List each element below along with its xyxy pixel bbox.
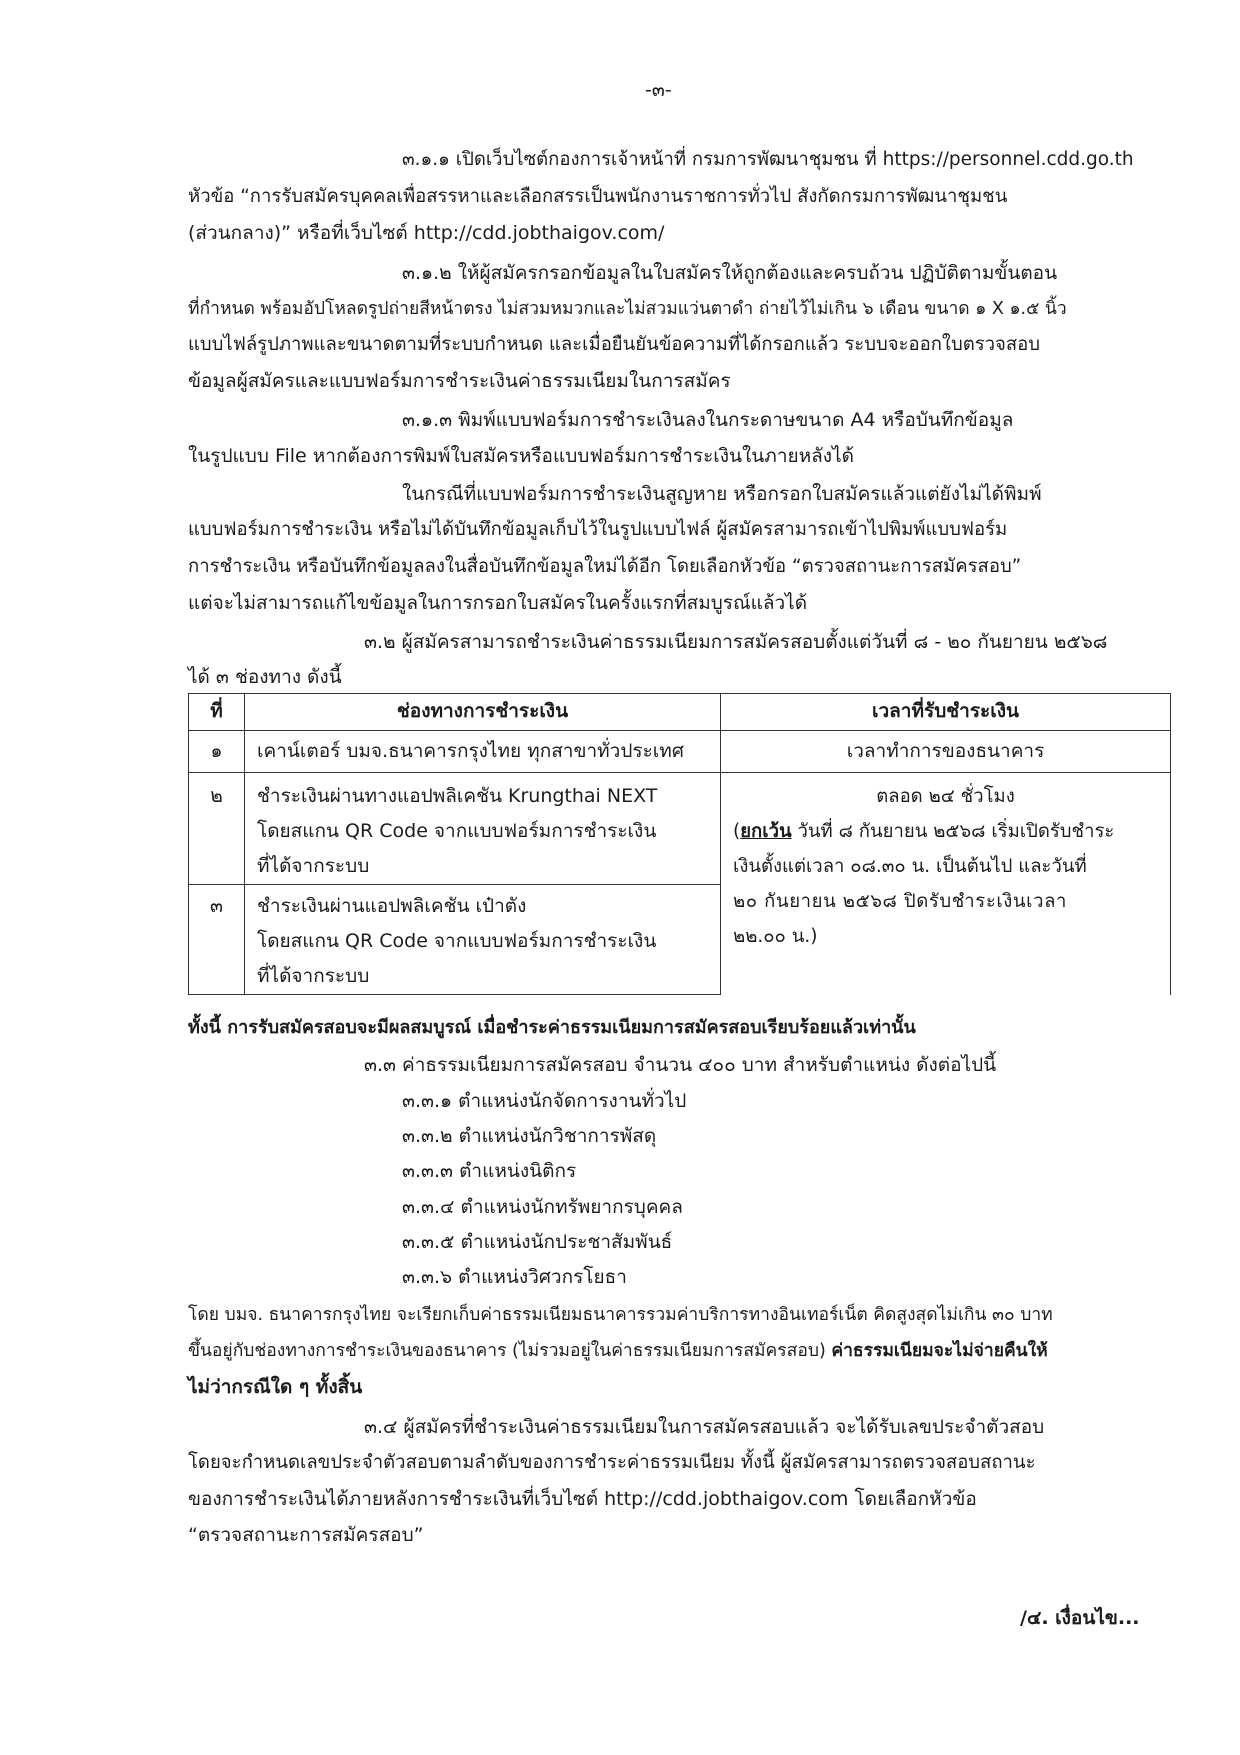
section-3-1-2-line-1: ๓.๑.๒ ให้ผู้สมัครกรอกข้อมูลในใบสมัครให้ถูกต้องและครบถ้วน ปฏิบัติตามขั้นตอน <box>402 262 1058 284</box>
row-2-channel-line: โดยสแกน QR Code จากแบบฟอร์มการชำระเงิน <box>257 820 657 842</box>
row-3-channel <box>245 885 721 995</box>
row-2-channel-line: ชำระเงินผ่านทางแอปพลิเคชัน Krungthai NEXT <box>257 785 658 807</box>
row-3-no: ๓ <box>189 885 245 995</box>
row-3-channel-line: ที่ได้จากระบบ <box>257 965 370 987</box>
header-no: ที่ <box>189 694 245 731</box>
fee-line-2 <box>188 1334 1048 1368</box>
section-3-2-line-1: ๓.๒ ผู้สมัครสามารถชำระเงินค่าธรรมเนียมการสมัครสอบตั้งแต่วันที่ ๘ - ๒๐ กันยายน ๒๕๖๘ <box>364 631 1108 653</box>
header-time: เวลาที่รับชำระเงิน <box>721 694 1171 731</box>
section-3-4-line-4: “ตรวจสถานะการสมัครสอบ” <box>188 1524 424 1546</box>
section-3-1-3-line-2: ในรูปแบบ File หากต้องการพิมพ์ใบสมัครหรือแบบฟอร์มการชำระเงินในภายหลังได้ <box>188 445 854 467</box>
completion-note: ทั้งนี้ การรับสมัครสอบจะมีผลสมบูรณ์ เมื่อชำระค่าธรรมเนียมการสมัครสอบเรียบร้อยแล้วเท่านั้น <box>188 1017 916 1038</box>
row-3-channel-line: ชำระเงินผ่านแอปพลิเคชัน เป๋าตัง <box>257 895 527 917</box>
section-3-1-2-line-4: ข้อมูลผู้สมัครและแบบฟอร์มการชำระเงินค่าธรรมเนียมในการสมัคร <box>188 370 731 392</box>
row-1-no: ๑ <box>189 731 245 773</box>
section-3-4-line-3: ของการชำระเงินได้ภายหลังการชำระเงินที่เว็บไซต์ http://cdd.jobthaigov.com โดยเลือกหัวข้อ <box>188 1488 977 1510</box>
fee-line-3: ไม่ว่ากรณีใด ๆ ทั้งสิ้น <box>188 1376 363 1398</box>
section-3-1-1-line-1: ๓.๑.๑ เปิดเว็บไซต์กองการเจ้าหน้าที่ กรมการพัฒนาชุมชน ที่ https://personnel.cdd.go.th <box>402 149 1134 170</box>
row-2-no: ๒ <box>189 773 245 885</box>
merged-time-cell <box>721 773 1171 995</box>
row-3-channel-line: โดยสแกน QR Code จากแบบฟอร์มการชำระเงิน <box>257 930 657 952</box>
no-refund-text: ค่าธรรมเนียมจะไม่จ่ายคืนให้ <box>831 1341 1048 1361</box>
section-3-1-1-line-3: (ส่วนกลาง)” หรือที่เว็บไซต์ http://cdd.jobthaigov.com/ <box>188 222 665 244</box>
section-3-1-1-line-2: หัวข้อ “การรับสมัครบุคคลเพื่อสรรหาและเลือกสรรเป็นพนักงานราชการทั่วไป สังกัดกรมการพัฒนาชุมชน <box>188 186 1008 207</box>
row-2-channel <box>245 773 721 885</box>
time-line-text: วันที่ ๘ กันยายน ๒๕๖๘ เริ่มเปิดรับชำระ <box>797 821 1115 842</box>
payment-channels-table <box>188 693 1171 995</box>
fee-line-1: โดย บมจ. ธนาคารกรุงไทย จะเรียกเก็บค่าธรรมเนียมธนาคารรวมค่าบริการทางอินเทอร์เน็ต คิดสูงสุดไม่เกิน ๓๐ บาท <box>188 1305 1053 1325</box>
next-page-marker: /๔. เงื่อนไข... <box>1020 1607 1140 1629</box>
position-item: ๓.๓.๑ ตำแหน่งนักจัดการงานทั่วไป <box>402 1090 687 1112</box>
table-header-row <box>189 694 1171 731</box>
section-3-4-line-2: โดยจะกำหนดเลขประจำตัวสอบตามลำดับของการชำระค่าธรรมเนียม ทั้งนี้ ผู้สมัครสามารถตรวจสอบสถานะ <box>188 1452 1036 1473</box>
row-2-channel-line: ที่ได้จากระบบ <box>257 855 370 877</box>
time-line: เงินตั้งแต่เวลา ๐๘.๓๐ น. เป็นต้นไป และวันที่ <box>733 856 1087 877</box>
note-line-1: ในกรณีที่แบบฟอร์มการชำระเงินสูญหาย หรือกรอกใบสมัครแล้วแต่ยังไม่ได้พิมพ์ <box>402 483 1042 505</box>
header-channel: ช่องทางการชำระเงิน <box>245 694 721 731</box>
time-line: (ยกเว้น วันที่ ๘ กันยายน ๒๕๖๘ เริ่มเปิดรับชำระ <box>733 821 1115 842</box>
position-item: ๓.๓.๕ ตำแหน่งนักประชาสัมพันธ์ <box>402 1231 673 1253</box>
position-item: ๓.๓.๓ ตำแหน่งนิติกร <box>402 1160 577 1182</box>
section-3-2-line-2: ได้ ๓ ช่องทาง ดังนี้ <box>188 666 342 688</box>
row-1-channel: เคาน์เตอร์ บมจ.ธนาคารกรุงไทย ทุกสาขาทั่วประเทศ <box>245 731 721 773</box>
note-line-3: การชำระเงิน หรือบันทึกข้อมูลลงในสื่อบันทึกข้อมูลใหม่ได้อีก โดยเลือกหัวข้อ “ตรวจสถานะการสมัครสอบ” <box>188 556 1022 577</box>
fee-line-2-text: ขึ้นอยู่กับช่องทางการชำระเงินของธนาคาร (ไม่รวมอยู่ในค่าธรรมเนียมการสมัครสอบ) <box>188 1341 832 1361</box>
time-line: ๒๐ กันยายน ๒๕๖๘ ปิดรับชำระเงินเวลา <box>733 891 1067 912</box>
page-number: -๓- <box>645 79 672 101</box>
time-line: ๒๒.๐๐ น.) <box>733 926 818 947</box>
note-line-2: แบบฟอร์มการชำระเงิน หรือไม่ได้บันทึกข้อมูลเก็บไว้ในรูปแบบไฟล์ ผู้สมัครสามารถเข้าไปพิมพ์แบบฟอร์ม <box>188 519 1008 540</box>
position-item: ๓.๓.๔ ตำแหน่งนักทรัพยากรบุคคล <box>402 1196 683 1218</box>
position-item: ๓.๓.๒ ตำแหน่งนักวิชาการพัสดุ <box>402 1125 657 1147</box>
note-line-4: แต่จะไม่สามารถแก้ไขข้อมูลในการกรอกใบสมัครในครั้งแรกที่สมบูรณ์แล้วได้ <box>188 592 808 614</box>
position-item: ๓.๓.๖ ตำแหน่งวิศวกรโยธา <box>402 1266 627 1288</box>
section-3-3-intro: ๓.๓ ค่าธรรมเนียมการสมัครสอบ จำนวน ๔๐๐ บาท สำหรับตำแหน่ง ดังต่อไปนี้ <box>364 1054 997 1076</box>
row-1-time: เวลาทำการของธนาคาร <box>721 731 1171 773</box>
section-3-4-line-1: ๓.๔ ผู้สมัครที่ชำระเงินค่าธรรมเนียมในการสมัครสอบแล้ว จะได้รับเลขประจำตัวสอบ <box>364 1416 1045 1438</box>
time-title: ตลอด ๒๔ ชั่วโมง <box>876 786 1015 807</box>
table-row <box>189 731 1171 773</box>
section-3-1-2-line-3: แบบไฟล์รูปภาพและขนาดตามที่ระบบกำหนด และเมื่อยืนยันข้อความที่ได้กรอกแล้ว ระบบจะออกใบตรวจสอบ <box>188 334 1041 355</box>
table-row <box>189 773 1171 885</box>
section-3-1-2-line-2: ที่กำหนด พร้อมอัปโหลดรูปถ่ายสีหน้าตรง ไม่สวมหมวกและไม่สวมแว่นตาดำ ถ่ายไว้ไม่เกิน ๖ เดือน ขนาด ๑ X ๑.๕ นิ้ว <box>188 299 1067 319</box>
except-label: ยกเว้น <box>740 821 792 842</box>
section-3-1-3-line-1: ๓.๑.๓ พิมพ์แบบฟอร์มการชำระเงินลงในกระดาษขนาด A4 หรือบันทึกข้อมูล <box>402 409 1014 431</box>
